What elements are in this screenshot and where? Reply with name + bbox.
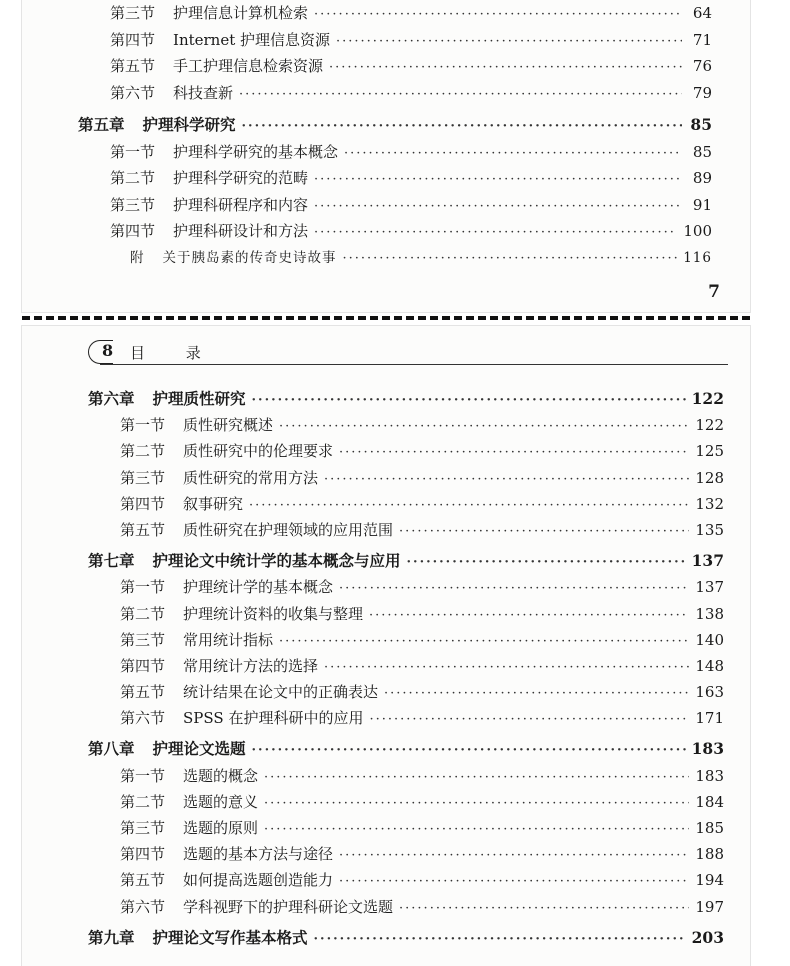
leader-dots [339, 869, 689, 895]
entry-page-number: 194 [695, 871, 724, 890]
leader-dots [336, 29, 682, 56]
leader-dots [324, 655, 689, 681]
leader-dots [324, 467, 689, 493]
entry-number: 第四节 [110, 30, 156, 49]
entry-number: 第七章 [88, 551, 135, 571]
leader-dots [329, 55, 682, 82]
toc-list-top [22, 0, 750, 271]
entry-title: 选题的意义 [183, 792, 259, 811]
entry-page-number: 85 [692, 142, 712, 161]
entry-page-number: 64 [692, 4, 712, 22]
leader-dots [252, 388, 686, 414]
entry-title: 选题的基本方法与途径 [183, 845, 334, 864]
leader-dots [264, 765, 689, 791]
entry-number: 第六节 [120, 897, 166, 916]
leader-dots [242, 114, 682, 141]
entry-page-number: 148 [695, 656, 724, 675]
entry-title: 护理论文选题 [152, 739, 246, 759]
toc-chapter-entry[interactable] [22, 736, 750, 762]
entry-title: 护理统计资料的收集与整理 [183, 604, 364, 623]
entry-number: 第三节 [120, 468, 166, 487]
entry-page-number: 183 [695, 766, 724, 785]
toc-section-entry[interactable] [22, 192, 750, 219]
entry-title: 护理论文写作基本格式 [152, 927, 308, 947]
entry-page-number: 171 [695, 709, 724, 728]
leader-dots [399, 896, 689, 922]
leader-dots [249, 493, 689, 519]
entry-page-number: 116 [683, 249, 712, 266]
entry-number: 第二节 [110, 169, 156, 187]
entry-title: 护理质性研究 [152, 389, 246, 408]
entry-number: 第五节 [120, 683, 166, 702]
entry-title: 护理论文中统计学的基本概念与应用 [152, 551, 401, 571]
header-title: 目 录 [130, 344, 219, 362]
entry-page-number: 203 [691, 927, 724, 947]
entry-page-number: 125 [695, 442, 724, 461]
entry-page-number: 135 [695, 520, 724, 539]
entry-number: 第四节 [120, 656, 166, 675]
entry-page-number: 137 [691, 551, 724, 571]
toc-section-entry[interactable] [22, 867, 750, 893]
leader-dots [279, 414, 689, 440]
entry-number: 第一节 [120, 578, 166, 597]
entry-title: 质性研究的常用方法 [183, 468, 319, 487]
entry-page-number: 91 [692, 195, 712, 214]
entry-title: Internet 护理信息资源 [173, 30, 331, 49]
entry-title: 护理信息计算机检索 [173, 4, 309, 22]
toc-section-entry[interactable] [22, 218, 750, 245]
entry-page-number: 140 [695, 630, 724, 649]
entry-page-number: 183 [691, 739, 724, 759]
entry-number: 第三节 [110, 4, 156, 22]
entry-page-number: 89 [692, 169, 712, 187]
toc-section-entry[interactable] [22, 465, 750, 491]
leader-dots [369, 603, 689, 629]
page-number: 7 [708, 282, 720, 302]
entry-number: 第一节 [120, 416, 166, 435]
entry-number: 第五节 [110, 57, 156, 75]
entry-title: 护理统计学的基本概念 [183, 578, 334, 597]
leader-dots [279, 629, 689, 655]
entry-page-number: 122 [691, 389, 724, 408]
entry-title: 护理科学研究的基本概念 [173, 142, 339, 161]
header-rule [100, 364, 728, 365]
header-page-number: 8 [102, 341, 114, 360]
entry-page-number: 197 [695, 897, 724, 916]
entry-page-number: 132 [695, 494, 724, 513]
leader-dots [314, 167, 682, 194]
entry-title: 叙事研究 [183, 494, 244, 513]
entry-title: 常用统计指标 [183, 630, 274, 649]
toc-section-entry[interactable] [22, 653, 750, 679]
toc-chapter-entry[interactable] [22, 548, 750, 574]
entry-number: 第五节 [120, 871, 166, 890]
leader-dots [384, 681, 689, 707]
entry-title: 护理科学研究的范畴 [173, 169, 309, 187]
toc-list-bottom [22, 386, 750, 951]
entry-number: 第一节 [110, 142, 156, 161]
toc-section-entry[interactable] [22, 815, 750, 841]
leader-dots [314, 220, 677, 247]
toc-chapter-entry[interactable] [22, 112, 750, 139]
leader-dots [344, 141, 682, 168]
entry-page-number: 184 [695, 792, 724, 811]
entry-title: 科技查新 [173, 83, 234, 102]
toc-section-entry[interactable] [22, 894, 750, 920]
entry-page-number: 137 [695, 578, 724, 597]
entry-page-number: 188 [695, 845, 724, 864]
entry-title: 护理科学研究 [142, 115, 236, 134]
entry-number: 第六节 [110, 83, 156, 102]
toc-section-entry[interactable] [22, 438, 750, 464]
entry-page-number: 138 [695, 604, 724, 623]
entry-title: 护理科研设计和方法 [173, 222, 309, 240]
toc-section-entry[interactable] [22, 139, 750, 166]
leader-dots [339, 576, 689, 602]
entry-number: 第八章 [88, 739, 135, 759]
entry-number: 第五章 [78, 115, 125, 134]
entry-page-number: 122 [695, 416, 724, 435]
leader-dots [314, 194, 682, 221]
leader-dots [339, 440, 689, 466]
toc-section-entry[interactable] [22, 412, 750, 438]
entry-title: 手工护理信息检索资源 [173, 57, 324, 75]
entry-number: 第四节 [110, 222, 156, 240]
entry-title: 选题的概念 [183, 766, 259, 785]
toc-section-entry[interactable] [22, 491, 750, 517]
leader-dots [252, 738, 686, 764]
entry-page-number: 163 [695, 683, 724, 702]
leader-dots [343, 246, 678, 273]
leader-dots [314, 927, 686, 953]
leader-dots [264, 817, 689, 843]
page-divider [22, 316, 750, 320]
entry-page-number: 128 [695, 468, 724, 487]
toc-section-entry[interactable] [22, 574, 750, 600]
entry-title: SPSS 在护理科研中的应用 [183, 709, 364, 728]
toc-chapter-entry[interactable] [22, 925, 750, 951]
toc-section-entry[interactable] [22, 80, 750, 107]
toc-section-entry[interactable] [22, 627, 750, 653]
entry-number: 第二节 [120, 792, 166, 811]
entry-title: 质性研究概述 [183, 416, 274, 435]
entry-title: 常用统计方法的选择 [183, 656, 319, 675]
entry-title: 学科视野下的护理科研论文选题 [183, 897, 394, 916]
entry-number: 第六章 [88, 389, 135, 408]
leader-dots [407, 550, 686, 576]
toc-section-entry[interactable] [22, 763, 750, 789]
toc-section-entry[interactable] [22, 789, 750, 815]
entry-title: 关于胰岛素的传奇史诗故事 [162, 249, 337, 266]
entry-number: 第四节 [120, 845, 166, 864]
entry-number: 第五节 [120, 520, 166, 539]
entry-number: 第三节 [120, 630, 166, 649]
entry-number: 第二节 [120, 604, 166, 623]
toc-section-entry[interactable] [22, 679, 750, 705]
toc-section-entry[interactable] [22, 705, 750, 731]
entry-page-number: 76 [692, 57, 712, 75]
entry-number: 第一节 [120, 766, 166, 785]
toc-section-entry[interactable] [22, 601, 750, 627]
entry-title: 选题的原则 [183, 819, 259, 837]
entry-page-number: 185 [695, 819, 724, 837]
toc-page-8 [22, 326, 750, 966]
leader-dots [399, 519, 689, 545]
entry-title: 质性研究在护理领域的应用范围 [183, 520, 394, 539]
toc-chapter-entry[interactable] [22, 386, 750, 412]
toc-section-entry[interactable] [22, 841, 750, 867]
leader-dots [339, 843, 689, 869]
entry-number: 第九章 [88, 927, 135, 947]
leader-dots [264, 791, 689, 817]
entry-title: 质性研究中的伦理要求 [183, 442, 334, 461]
entry-page-number: 71 [692, 30, 712, 49]
toc-section-entry[interactable] [22, 53, 750, 80]
toc-section-entry[interactable] [22, 165, 750, 192]
entry-number: 附 [130, 249, 145, 266]
leader-dots [314, 2, 682, 29]
toc-page-7 [22, 0, 750, 312]
running-header [88, 338, 728, 366]
entry-title: 护理科研程序和内容 [173, 195, 309, 214]
entry-number: 第四节 [120, 494, 166, 513]
leader-dots [239, 82, 682, 109]
toc-section-entry[interactable] [22, 27, 750, 54]
entry-page-number: 85 [690, 115, 712, 134]
toc-section-entry[interactable] [22, 517, 750, 543]
entry-page-number: 100 [683, 222, 712, 240]
entry-number: 第三节 [120, 819, 166, 837]
entry-number: 第二节 [120, 442, 166, 461]
entry-title: 如何提高选题创造能力 [183, 871, 334, 890]
entry-title: 统计结果在论文中的正确表达 [183, 683, 379, 702]
toc-appendix-entry[interactable] [22, 245, 750, 272]
entry-number: 第三节 [110, 195, 156, 214]
leader-dots [369, 707, 689, 733]
entry-number: 第六节 [120, 709, 166, 728]
toc-section-entry[interactable] [22, 0, 750, 27]
entry-page-number: 79 [692, 83, 712, 102]
